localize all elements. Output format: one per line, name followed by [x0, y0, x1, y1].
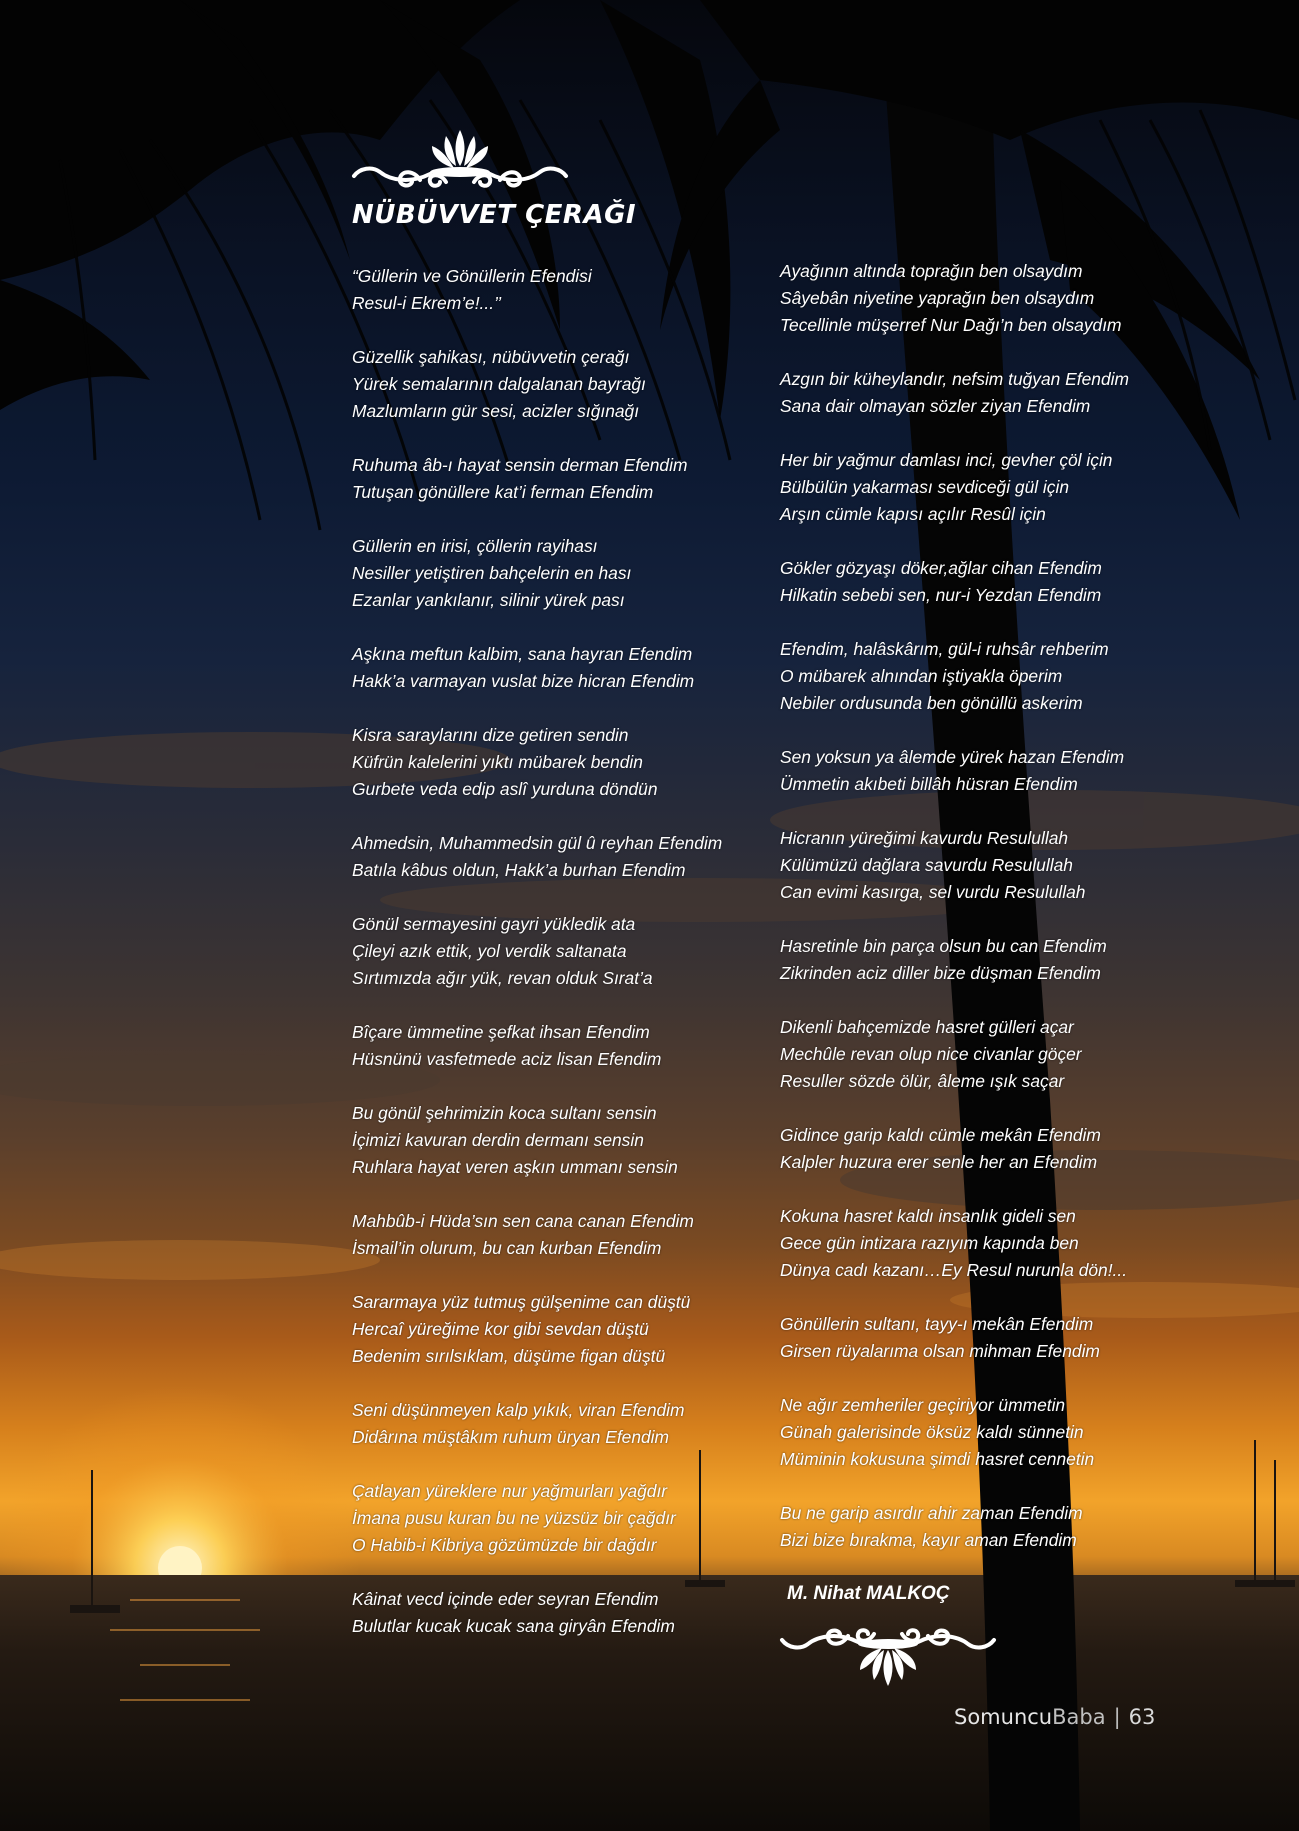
poem-line: Ahmedsin, Muhammedsin gül û reyhan Efendim [352, 833, 723, 853]
poem-line: Can evimi kasırga, sel vurdu Resulullah [780, 882, 1086, 902]
poem-line: İmana pusu kuran bu ne yüzsüz bir çağdır [352, 1508, 676, 1528]
poem-line: Azgın bir küheylandır, nefsim tuğyan Efendim [780, 369, 1129, 389]
poem-line: Resuller sözde ölür, âleme ışık saçar [780, 1071, 1065, 1091]
poem-line: Sararmaya yüz tutmuş gülşenime can düştü [352, 1292, 691, 1312]
poem-line: İsmail’in olurum, bu can kurban Efendim [352, 1238, 662, 1258]
poem-line: Ayağının altında toprağın ben olsaydım [780, 261, 1083, 281]
poem-line: Külümüzü dağlara savurdu Resulullah [780, 855, 1073, 875]
poem-stanza [352, 344, 772, 425]
poem-author: M. Nihat MALKOÇ [787, 1583, 950, 1604]
poem-line: Bîçare ümmetine şefkat ihsan Efendim [352, 1022, 650, 1042]
poem-line: Tecellinle müşerref Nur Dağı’n ben olsaydım [780, 315, 1122, 335]
poem-line: Sana dair olmayan sözler ziyan Efendim [780, 396, 1091, 416]
poem-line: Sen yoksun ya âlemde yürek hazan Efendim [780, 747, 1125, 767]
poem-line: Batıla kâbus oldun, Hakk’a burhan Efendim [352, 860, 686, 880]
poem-line: Arşın cümle kapısı açılır Resûl için [780, 504, 1046, 524]
poem-line: Gönül sermayesini gayri yükledik ata [352, 914, 636, 934]
poem-line: Hüsnünü vasfetmede aciz lisan Efendim [352, 1049, 662, 1069]
poem-line: Çatlayan yüreklere nur yağmurları yağdır [352, 1481, 668, 1501]
poem-stanza [780, 1014, 1160, 1095]
poem-stanza [780, 636, 1160, 717]
poem-stanza [352, 1100, 772, 1181]
poem-line: Müminin kokusuna şimdi hasret cennetin [780, 1449, 1095, 1469]
poem-line: Hakk’a varmayan vuslat bize hicran Efendim [352, 671, 695, 691]
poem-line: O Habib-i Kibriya gözümüzde bir dağdır [352, 1535, 657, 1555]
page-number: 63 [1128, 1705, 1156, 1729]
poem-line: Hasretinle bin parça olsun bu can Efendim [780, 936, 1107, 956]
poem-line: Kokuna hasret kaldı insanlık gideli sen [780, 1206, 1076, 1226]
poem-stanza [352, 452, 772, 506]
poem-line: Girsen rüyalarıma olsan mihman Efendim [780, 1341, 1100, 1361]
poem-line: Hercaî yüreğime kor gibi sevdan düştü [352, 1319, 649, 1339]
poem-stanza [352, 911, 772, 992]
poem-line: Bulutlar kucak kucak sana giryân Efendim [352, 1616, 675, 1636]
poem-stanza [352, 1289, 772, 1370]
poem-line: Gönüllerin sultanı, tayy-ı mekân Efendim [780, 1314, 1094, 1334]
page-footer [954, 1705, 1155, 1729]
poem-line: Gurbete veda edip aslî yurduna döndün [352, 779, 658, 799]
poem-stanza [352, 1478, 772, 1559]
poem-line: Ruhuma âb-ı hayat sensin derman Efendim [352, 455, 688, 475]
poem-line: Yürek semalarının dalgalanan bayrağı [352, 374, 646, 394]
poem-right-column [780, 258, 1160, 1581]
poem-line: “Güllerin ve Gönüllerin Efendisi [352, 266, 592, 286]
poem-line: Güzellik şahikası, nübüvvetin çerağı [352, 347, 630, 367]
footer-separator: | [1113, 1705, 1121, 1729]
poem-line: Güllerin en irisi, çöllerin rayihası [352, 536, 598, 556]
poem-line: Hicranın yüreğimi kavurdu Resulullah [780, 828, 1069, 848]
poem-stanza [352, 1208, 772, 1262]
poem-line: Dünya cadı kazanı…Ey Resul nurunla dön!... [780, 1260, 1128, 1280]
poem-line: Ümmetin akıbeti billâh hüsran Efendim [780, 774, 1078, 794]
poem-stanza [780, 1203, 1160, 1284]
poem-line: Ne ağır zemheriler geçiriyor ümmetin [780, 1395, 1066, 1415]
poem-stanza [780, 744, 1160, 798]
poem-line: Bu ne garip asırdır ahir zaman Efendim [780, 1503, 1083, 1523]
poem-line: Mazlumların gür sesi, acizler sığınağı [352, 401, 640, 421]
poem-line: Nebiler ordusunda ben gönüllü askerim [780, 693, 1083, 713]
poem-stanza [352, 1586, 772, 1640]
poem-line: Her bir yağmur damlası inci, gevher çöl için [780, 450, 1113, 470]
poem-stanza [780, 258, 1160, 339]
poem-stanza [352, 263, 772, 317]
poem-line: Gece gün intizara razıyım kapında ben [780, 1233, 1079, 1253]
poem-line: Ezanlar yankılanır, silinir yürek pası [352, 590, 625, 610]
poem-line: Efendim, halâskârım, gül-i ruhsâr rehberim [780, 639, 1109, 659]
poem-line: Zikrinden aciz diller bize düşman Efendim [780, 963, 1101, 983]
poem-line: Sırtımızda ağır yük, revan olduk Sırat’a [352, 968, 653, 988]
poem-line: Didârına müştâkım ruhum üryan Efendim [352, 1427, 670, 1447]
poem-stanza [352, 722, 772, 803]
poem-stanza [780, 1122, 1160, 1176]
poem-line: Kâinat vecd içinde eder seyran Efendim [352, 1589, 659, 1609]
poem-line: Gidince garip kaldı cümle mekân Efendim [780, 1125, 1101, 1145]
poem-title: NÜBÜVVET ÇERAĞI [352, 200, 637, 230]
poem-line: Ruhlara hayat veren aşkın ummanı sensin [352, 1157, 678, 1177]
poem-stanza [780, 1500, 1160, 1554]
poem-stanza [780, 1392, 1160, 1473]
poem-line: Günah galerisinde öksüz kaldı sünnetin [780, 1422, 1084, 1442]
poem-stanza [352, 533, 772, 614]
poem-line: O mübarek alnından iştiyakla öperim [780, 666, 1063, 686]
poem-line: Aşkına meftun kalbim, sana hayran Efendim [352, 644, 693, 664]
poem-line: Tutuşan gönüllere kat’i ferman Efendim [352, 482, 654, 502]
poem-stanza [352, 641, 772, 695]
poem-line: Bu gönül şehrimizin koca sultanı sensin [352, 1103, 657, 1123]
poem-line: Küfrün kalelerini yıktı mübarek bendin [352, 752, 643, 772]
poem-line: Hilkatin sebebi sen, nur-i Yezdan Efendim [780, 585, 1102, 605]
poem-stanza [780, 555, 1160, 609]
poem-line: Mahbûb-i Hüda’sın sen cana canan Efendim [352, 1211, 694, 1231]
poem-stanza [780, 933, 1160, 987]
poem-line: Bülbülün yakarması sevdiceği gül için [780, 477, 1070, 497]
poem-line: Bizi bize bırakma, kayır aman Efendim [780, 1530, 1077, 1550]
poem-line: Nesiller yetiştiren bahçelerin en hası [352, 563, 632, 583]
poem-line: İçimizi kavuran derdin dermanı sensin [352, 1130, 644, 1150]
poem-stanza [780, 366, 1160, 420]
poem-line: Sâyebân niyetine yaprağın ben olsaydım [780, 288, 1095, 308]
poem-stanza [780, 1311, 1160, 1365]
poem-line: Mechûle revan olup nice civanlar göçer [780, 1044, 1082, 1064]
poem-line: Seni düşünmeyen kalp yıkık, viran Efendim [352, 1400, 685, 1420]
poem-stanza [352, 1397, 772, 1451]
poem-stanza [352, 830, 772, 884]
footer-brand-part2: Baba [1052, 1705, 1106, 1729]
poem-line: Dikenli bahçemizde hasret gülleri açar [780, 1017, 1074, 1037]
poem-line: Çileyi azık ettik, yol verdik saltanata [352, 941, 627, 961]
fan-scroll-ornament-icon [350, 122, 570, 192]
poem-stanza [780, 825, 1160, 906]
poem-left-column [352, 263, 772, 1667]
poem-stanza [780, 447, 1160, 528]
poem-line: Resul-i Ekrem’e!...’’ [352, 293, 502, 313]
poem-line: Kisra saraylarını dize getiren sendin [352, 725, 629, 745]
poem-line: Kalpler huzura erer senle her an Efendim [780, 1152, 1098, 1172]
inverted-fan-scroll-ornament-icon [778, 1624, 998, 1694]
footer-brand-part1: Somuncu [954, 1705, 1053, 1729]
poem-stanza [352, 1019, 772, 1073]
poem-line: Gökler gözyaşı döker,ağlar cihan Efendim [780, 558, 1102, 578]
poem-line: Bedenim sırılsıklam, düşüme figan düştü [352, 1346, 666, 1366]
